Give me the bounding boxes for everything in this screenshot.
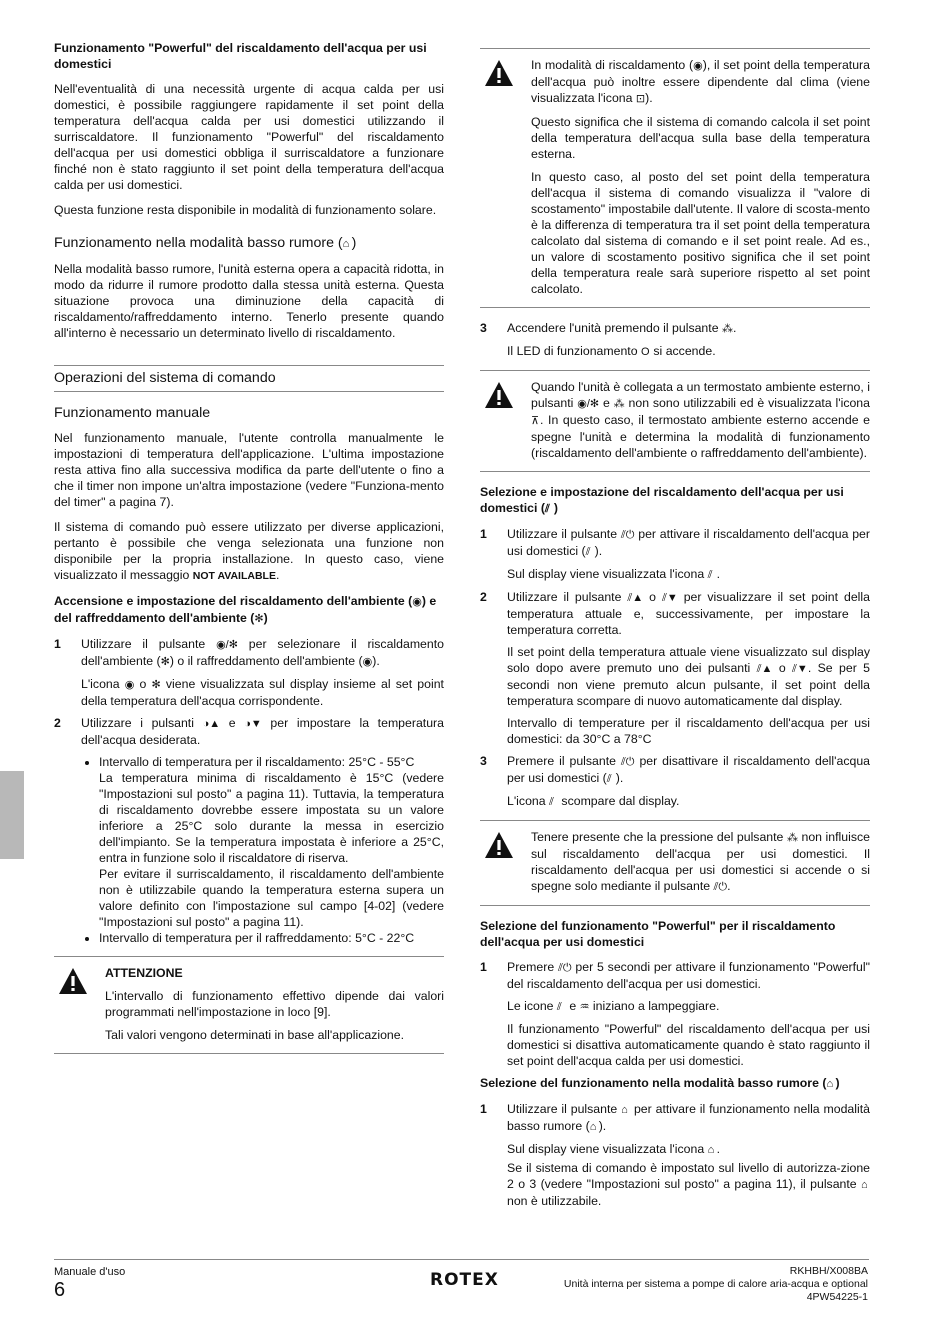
onoff-heading: Accensione e impostazione del riscaldamento dell'ambiente (◉) e del raffreddamento dell'ambiente (✻) [54,594,437,625]
dhw-down-button-icon: ⫽▼ [661,592,678,604]
dhw-icon: ⫽ [556,1001,562,1013]
footer-left [54,1266,125,1301]
dhw-up-button-icon: ⫽▲ [627,592,644,604]
footer-divider [54,1259,869,1260]
bullet-cooling-range: • Intervallo di temperatura per il raffreddamento: 5°C - 22°C [99,930,444,946]
heating-icon: ◉ [362,656,373,668]
dhw-step-1: 1 Utilizzare il pulsante ⫽⏻ per attivare il riscaldamento dell'acqua per usi domestici (⫽ ). Sul display viene visualizzata l'icona ⫽ . [480,527,870,581]
powerful-paragraph-2: Questa funzione resta disponibile in modalità di funzionamento solare. [54,203,437,217]
temp-up-button-icon: ◑▲ [202,718,221,730]
manual-paragraph-1: Nel funzionamento manuale, l'utente controlla manualmente le impostazioni di temperatura dell'applicazione. L'ultima impostazione resta attiva fino alla successiva modifica da parte dell'utente o fino a che il timer non impone un'altra impostazione (vedere "Funziona-mento del timer" a pagina 7). [54,431,444,509]
ext-thermostat-icon: ⊼ [531,415,540,427]
lownoise-icon: ⌂ [826,1078,834,1090]
dhw-icon: ⫽ [544,503,550,515]
dhw-step-2: 2 Utilizzare il pulsante ⫽▲ o ⫽▼ per visualizzare il set point della temperatura attuale e, successivamente, per impostare la temperatura corretta. Il set point della temperatura attuale viene visualizzato sul display solo dopo avere premuto uno dei pulsanti ⫽▲ o ⫽▼. Se per 5 secondi non viene premuto alcun pulsante, il set point della temperatura scompare di nuovo automaticamente dal display. Intervallo di temperature per il riscaldamento dell'acqua per usi domestici: da 30°C a 78°C [480,590,870,746]
dhw-button-icon: ⫽⏻ [557,962,572,974]
chapter-tab [0,771,24,859]
powerful-heading: Funzionamento "Powerful" del riscaldamento dell'acqua per usi domestici [54,41,427,71]
footer-code: RKHBH/X008BA [789,1265,868,1277]
dhw-button-icon: ⫽⏻ [620,756,635,768]
rotex-logo: ROTEX [430,1270,499,1290]
attention-box [54,956,444,1054]
dhw-down-button-icon: ⫽▼ [792,663,808,675]
heat-cool-button-icon: ◉/✻ [216,639,238,651]
page-number: 6 [54,1279,66,1301]
lownoise-heading: Funzionamento nella modalità basso rumore (⌂ ) [54,235,357,251]
left-column [54,40,444,1066]
warning-icon [58,967,88,995]
manual-heading: Funzionamento manuale [54,405,211,421]
footer-description: Unità interna per sistema a pompe di calore aria-acqua e optional [563,1278,868,1290]
heating-icon: ◉ [412,596,422,608]
heating-icon: ◉ [124,679,135,691]
heating-icon: ◉ [693,60,703,72]
temp-down-button-icon: ◑▼ [244,718,262,730]
dhw-icon: ⫽ [585,546,591,558]
dhw-step-3: 3 Premere il pulsante ⫽⏻ per disattivare il riscaldamento dell'acqua per usi domestici (⫽ ). L'icona ⫽ scompare dal display. [480,754,870,808]
dhw-icon: ⫽ [549,796,554,808]
warning-box-climate: In modalità di riscaldamento (◉), il set point della temperatura dell'acqua può inoltre essere dipendente dal clima (viene visualizzata l'icona ⊡). Questo significa che il sistema di comando calcola il set point della temperatura dell'acqua sulla base della temperatura esterna. In questo caso, al posto del set point della temperatura dell'acqua il sistema di comando visualizza il "valore di scostamento" impostabile dall'utente. Il valore di scosta-mento è la differenza di temperatura tra il set point della temperatura calcolato dal sistema di comando e il set point reale. Ad es., un valore di scostamento positivo significa che il set point della temperatura reale sarà superiore rispetto al set point calcolato. [480,48,870,308]
warning-icon [484,381,514,409]
power-button-icon: ⁂ [721,323,733,335]
power-button-icon: ⁂ [786,832,798,844]
attention-paragraph-2: Tali valori vengono determinati in base all'applicazione. [105,1028,405,1042]
lownoise-button-icon: ⌂ [621,1104,628,1116]
powerful-paragraph-1: Nell'eventualità di una necessità urgente di acqua calda per usi domestici, è possibile raggiungere rapidamente il set point della temperatura dell'acqua calda per usi domestici utilizzando il surriscaldatore. Il funzionamento "Powerful" del riscaldamento dell'acqua per usi domestici obbliga il surriscaldatore a funzionare finché non è stato raggiunto il set point della temperatura dell'acqua calda per usi domestici. [54,82,444,192]
step-1: 1 Utilizzare il pulsante ◉/✻ per selezionare il riscaldamento dell'ambiente (✻) o il raffreddamento dell'ambiente (◉). L'icona ◉ o ✻ viene visualizzata sul display insieme al set point della temperatura dell'acqua corrispondente. [54,637,444,708]
heat-cool-button-icon: ◉/✻ [577,398,600,410]
lownoise-icon: ⌂ [707,1144,715,1156]
lownoise-icon: ⌂ [342,238,350,250]
step-2: 2 Utilizzare i pulsanti ◑▲ e ◑▼ per impostare la temperatura dell'acqua desiderata. • Intervallo di temperatura per il riscaldamento: 25°C - 55°C La temperatura minima di riscaldamento è 15°C (vedere "Impostazioni sul posto" a pagina 11). Tuttavia, la temperatura di riscaldamento dovrebbe essere impostata su un valore inferiore a 25°C solo durante la messa in esercizio dell'impianto. Se la temperatura impostata è inferiore a 25°C, entra in funzione solo il riscaldatore di riserva. Per evitare il surriscaldamento, il riscaldamento dell'ambiente non è utilizzabile quando la temperatura esterna supera un valore definito con l'impostazione sul campo [4-02] (vedere "Impostazioni sul posto" a pagina 11). • Intervallo di temperatura per il raffreddamento: 5°C - 22°C [54,715,444,946]
footer-manual-label: Manuale d'uso [54,1266,126,1278]
lownoise-button-icon: ⌂ [861,1179,868,1191]
climate-icon: ⊡ [635,93,646,105]
dhw-button-icon: ⫽⏻ [713,881,728,893]
dhw-icon: ⫽ [707,569,713,581]
attention-title: ATTENZIONE [105,966,183,980]
dhw-button-icon: ⫽⏻ [620,529,635,541]
warning-box-thermostat: Quando l'unità è collegata a un termostato ambiente esterno, i pulsanti ◉/✻ e ⁂ non sono utilizzabili ed è visualizzata l'icona ⊼. In questo caso, il termostato ambiente esterno accende e spegne l'unità e determina la modalità di funzionamento (riscaldamento dell'ambiente o raffreddamento dell'ambiente). [480,370,870,472]
dhw-icon: ⫽ [606,773,612,785]
footer-right [564,1265,868,1304]
warning-icon [484,59,514,87]
power-button-icon: ⁂ [613,398,625,410]
dhw-heading: Selezione e impostazione del riscaldamento dell'acqua per usi domestici (⫽ ) [480,485,844,515]
lownoise-select-heading: Selezione del funzionamento nella modalità basso rumore (⌂ ) [480,1076,840,1090]
dhw-up-button-icon: ⫽▲ [756,663,773,675]
attention-paragraph-1: L'intervallo di funzionamento effettivo dipende dai valori programmati nell'impostazione in loco [9]. [105,989,444,1019]
powerful-dhw-heading: Selezione del funzionamento "Powerful" per il riscaldamento dell'acqua per usi domestici [480,919,836,949]
bullet-heating-range: • Intervallo di temperatura per il riscaldamento: 25°C - 55°C La temperatura minima di riscaldamento è 15°C (vedere "Impostazioni sul posto" a pagina 11). Tuttavia, la temperatura di riscaldamento dovrebbe essere impostata su un valore inferiore a 25°C solo durante la messa in esercizio dell'impianto. Se la temperatura impostata è inferiore a 25°C, entra in funzione solo il riscaldatore di riserva. Per evitare il surriscaldamento, il riscaldamento dell'ambiente non è utilizzabile quando la temperatura esterna supera un valore definito con l'impostazione sul campo [4-02] (vedere "Impostazioni sul posto" a pagina 11). [99,754,444,930]
cooling-icon: ✻ [151,679,161,691]
right-column [480,40,870,1215]
powerful-step-1: 1 Premere ⫽⏻ per 5 secondi per attivare il funzionamento "Powerful" del riscaldamento dell'acqua per usi domestici. Le icone ⫽ e ♒ iniziano a lampeggiare. Il funzionamento "Powerful" del riscaldamento dell'acqua per usi domestici si disattiva automaticamente quando è stato raggiunto il set point dell'acqua calda per usi domestici. [480,960,870,1068]
warning-icon [484,831,514,859]
section-title: Operazioni del sistema di comando [54,365,444,392]
cooling-icon: ✻ [160,656,170,668]
warning-box-dhw: Tenere presente che la pressione del pulsante ⁂ non influisce sul riscaldamento dell'acqua per usi domestici. Il riscaldamento dell'acqua per usi domestici si accende o si spegne solo mediante il pulsante ⫽⏻. [480,820,870,906]
lownoise-paragraph: Nella modalità basso rumore, l'unità esterna opera a capacità ridotta, in modo da ridurre il rumore prodotto dalla stessa unità esterna. Questa situazione provoca una diminuzione della capacità di riscaldamento/raffreddamento interno. Tenerlo presente quando all'interno è necessario un determinato livello di riscaldamento. [54,262,444,340]
led-icon: O [640,346,650,358]
not-available-message: NOT AVAILABLE [192,570,276,582]
manual-paragraph-2: Il sistema di comando può essere utilizzato per diverse applicazioni, pertanto è possibile che venga selezionata una funzione non disponibile per la propria installazione. In questo caso, viene visualizzato il messaggio NOT AVAILABLE. [54,520,444,582]
booster-icon: ♒ [579,1001,590,1013]
step-3: 3 Accendere l'unità premendo il pulsante ⁂. Il LED di funzionamento O si accende. [480,321,737,358]
footer-doc-number: 4PW54225-1 [806,1291,868,1303]
lownoise-step-1: 1 Utilizzare il pulsante ⌂ per attivare il funzionamento nella modalità basso rumore (⌂ ). Sul display viene visualizzata l'icona ⌂ . Se il sistema di comando è impostato sul livello di autorizza-zione 2 o 3 (vedere "Impostazioni sul posto" a pagina 11), il pulsante ⌂ non è utilizzabile. [480,1102,870,1208]
cooling-icon: ✻ [254,613,264,625]
lownoise-icon: ⌂ [589,1121,597,1133]
